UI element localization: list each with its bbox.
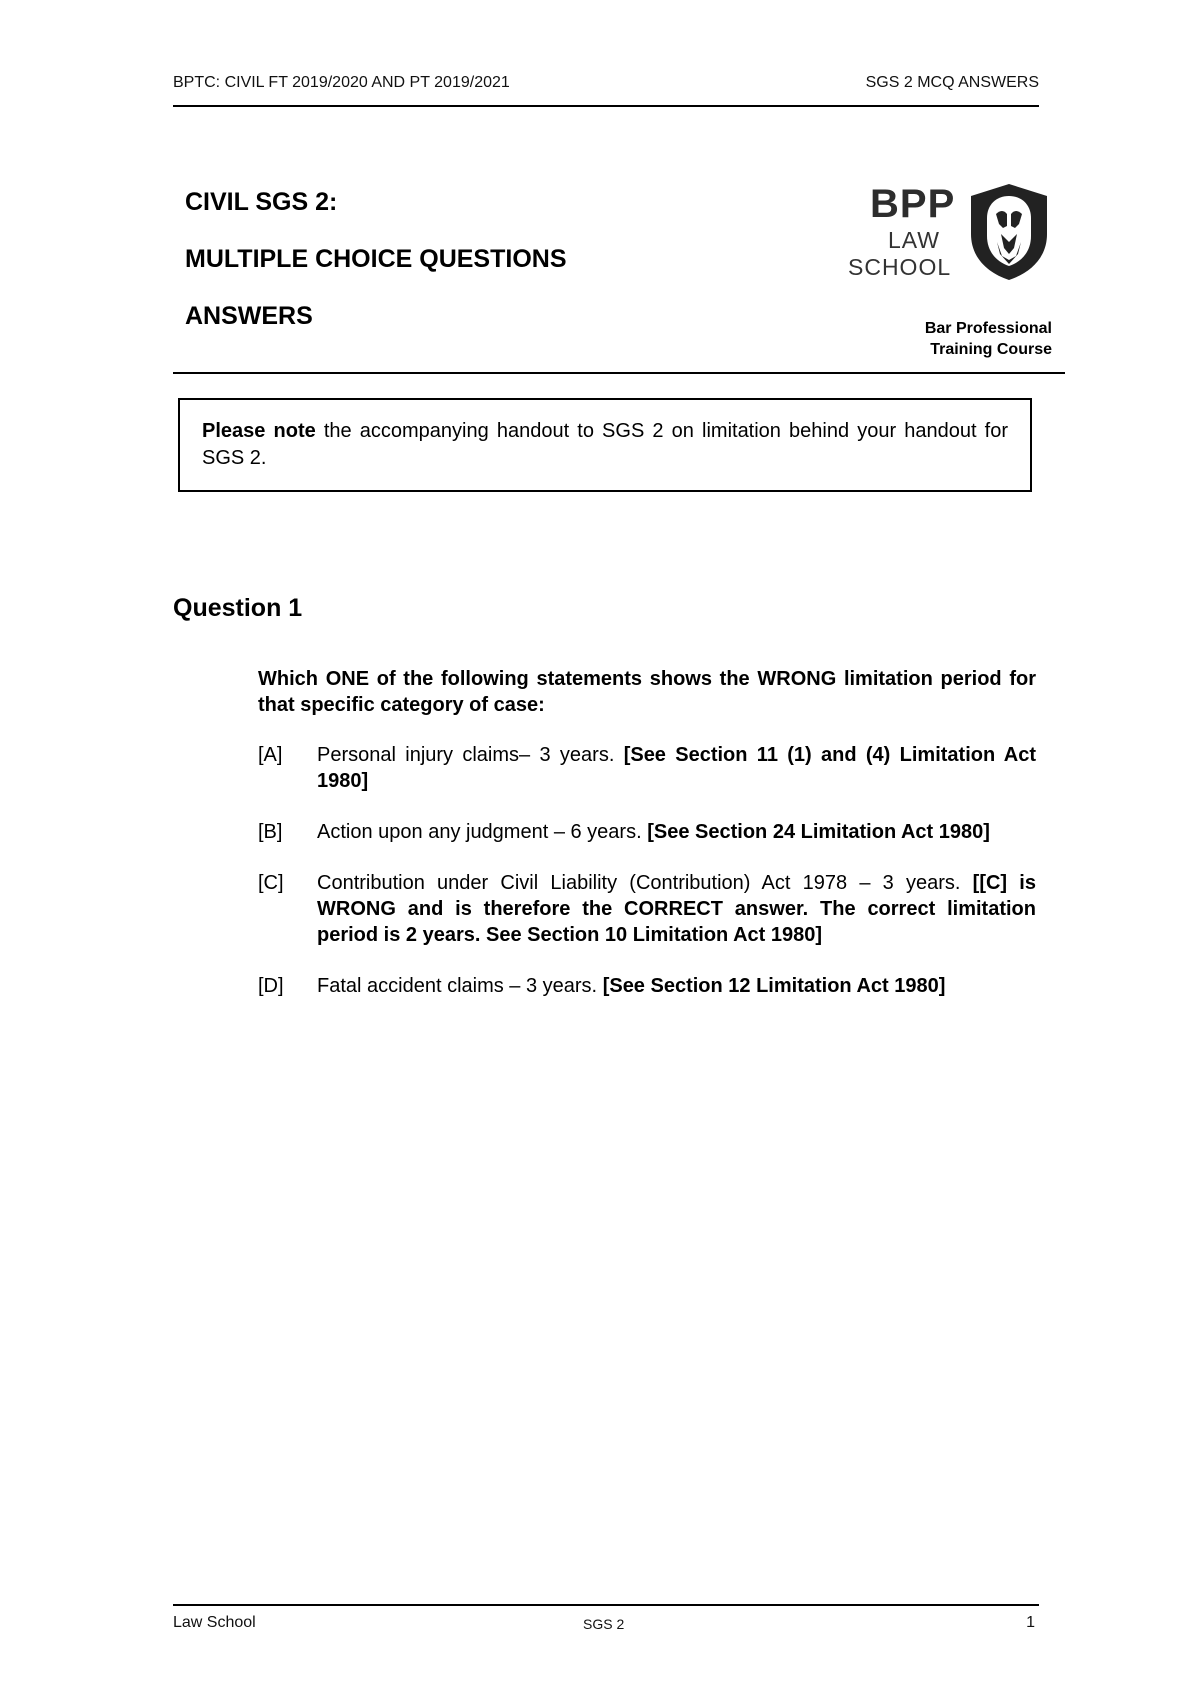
- option-letter: [C]: [258, 872, 284, 894]
- option-text: Contribution under Civil Liability (Contribution) Act 1978 – 3 years.: [317, 872, 973, 894]
- option-letter: [A]: [258, 744, 283, 766]
- bpp-law-school-logo: [848, 182, 1048, 292]
- option-body: [317, 819, 1036, 845]
- option-reference: [See Section 12 Limitation Act 1980]: [602, 975, 946, 997]
- footer-session: SGS 2: [583, 1616, 625, 1632]
- running-header: [173, 74, 1039, 92]
- option-letter: [D]: [258, 975, 284, 997]
- title-divider: [173, 372, 1065, 374]
- title-line-3: ANSWERS: [185, 302, 313, 330]
- footer-school: Law School: [173, 1614, 256, 1631]
- option-reference: [See Section 24 Limitation Act 1980]: [647, 821, 990, 843]
- answer-options: [258, 742, 1036, 1024]
- option-reference: [[C] is WRONG and is therefore the CORRECT answer. The correct limitation period is 2 years. See Section 10 Limitation Act 1980]: [317, 872, 1036, 946]
- option-d: [258, 973, 1036, 999]
- option-a: [258, 742, 1036, 794]
- header-document-label: SGS 2 MCQ ANSWERS: [865, 74, 1039, 91]
- course-line-2: Training Course: [930, 341, 1052, 358]
- option-text: Personal injury claims– 3 years.: [317, 744, 624, 766]
- document-title: [185, 188, 567, 359]
- note-lead: Please note: [202, 420, 316, 442]
- logo-brand: BPP: [870, 182, 956, 226]
- logo-law: LAW: [888, 227, 940, 253]
- option-body: [317, 742, 1036, 794]
- title-line-1: CIVIL SGS 2:: [185, 188, 338, 216]
- option-reference: [See Section 11 (1) and (4) Limitation Act 1980]: [317, 744, 1036, 792]
- page-number: 1: [1026, 1614, 1035, 1631]
- option-body: [317, 870, 1036, 948]
- course-name: [925, 318, 1052, 360]
- option-b: [258, 819, 1036, 845]
- note-box: [178, 398, 1032, 492]
- lion-shield-icon: [968, 182, 1050, 282]
- option-letter: [B]: [258, 821, 283, 843]
- header-course-code: BPTC: CIVIL FT 2019/2020 AND PT 2019/2021: [173, 74, 510, 91]
- header-divider: [173, 105, 1039, 107]
- title-line-2: MULTIPLE CHOICE QUESTIONS: [185, 245, 567, 273]
- option-text: Fatal accident claims – 3 years.: [317, 975, 603, 997]
- note-text: the accompanying handout to SGS 2 on limitation behind your handout for SGS 2.: [202, 420, 1008, 469]
- logo-school: SCHOOL: [848, 254, 952, 280]
- question-stem: Which ONE of the following statements shows the WRONG limitation period for that specific category of case:: [258, 668, 1036, 716]
- option-body: [317, 973, 1036, 999]
- option-c: [258, 870, 1036, 948]
- option-text: Action upon any judgment – 6 years.: [317, 821, 648, 843]
- course-line-1: Bar Professional: [924, 320, 1052, 337]
- question-heading: Question 1: [173, 594, 303, 622]
- footer-divider: [173, 1604, 1039, 1606]
